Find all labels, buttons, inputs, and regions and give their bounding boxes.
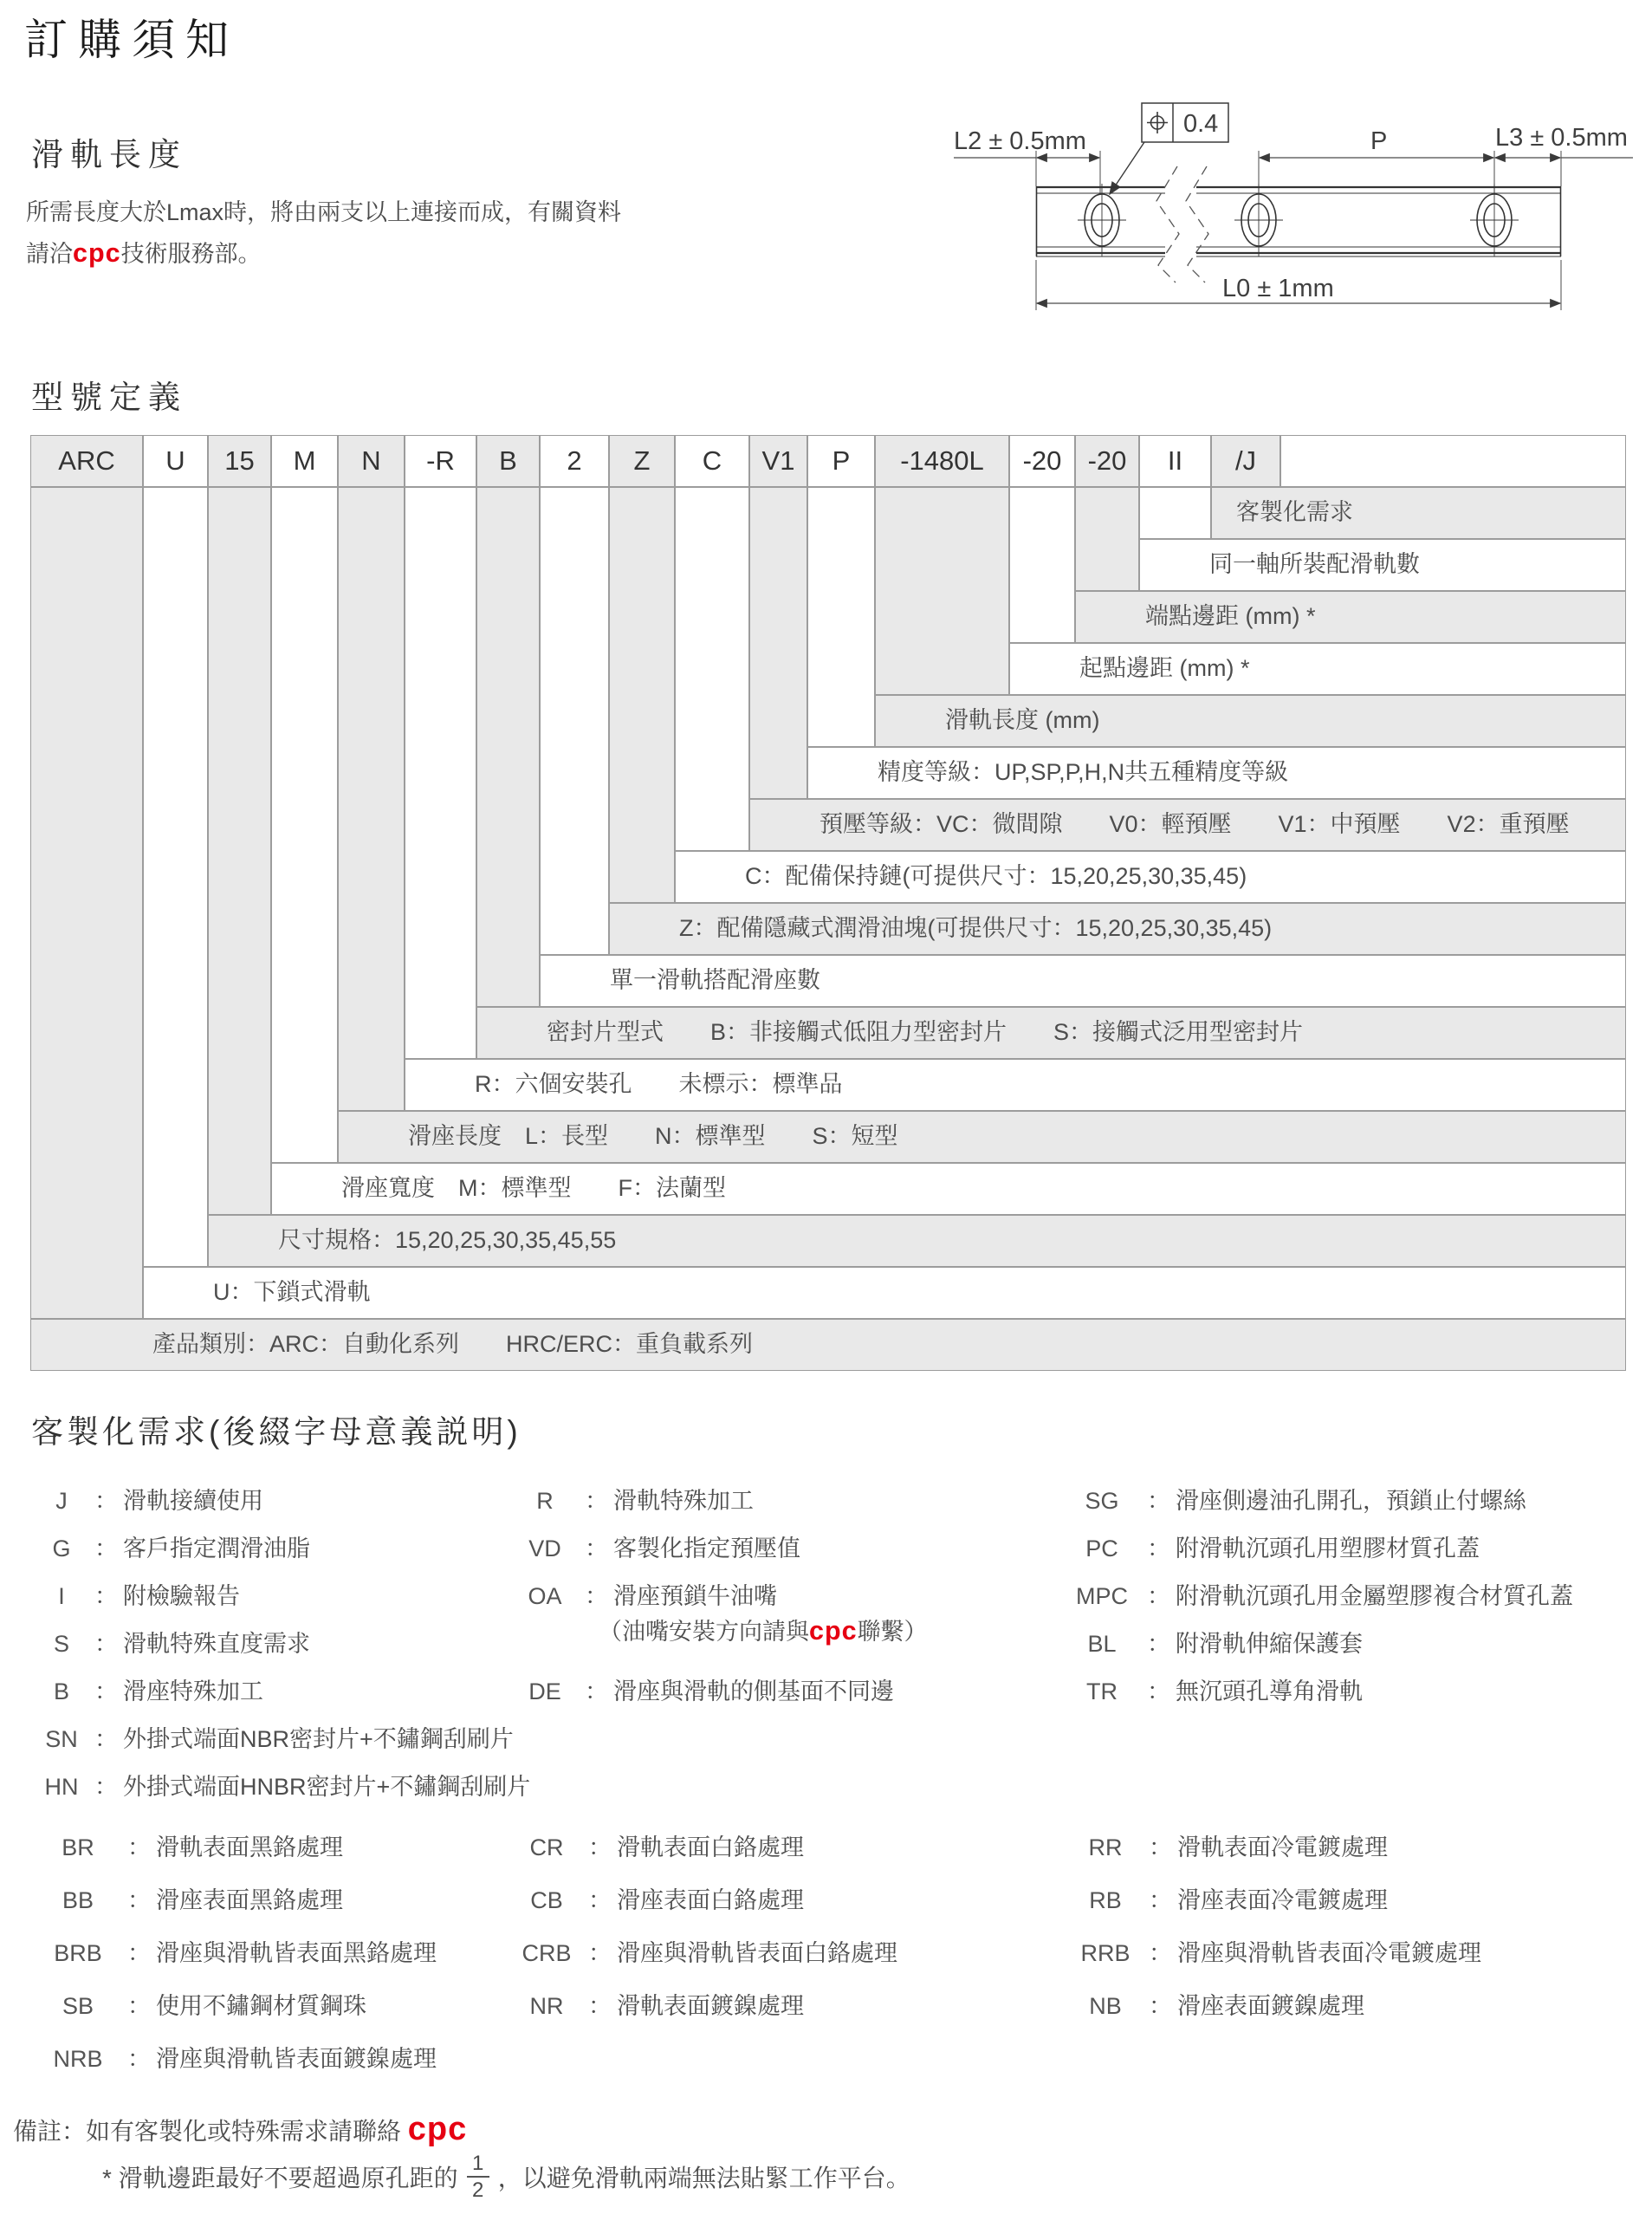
model-code-band: 滑座寬度 M：標準型 F：法蘭型 [271, 1163, 1626, 1215]
suffix-desc-line2 [599, 1613, 928, 1649]
suffix-desc: 滑軌表面鍍鎳處理 [617, 1993, 804, 2019]
suffix-code: RB [1089, 1887, 1122, 1913]
suffix-item [30, 1936, 437, 1971]
suffix-colon: ： [1147, 1631, 1170, 1657]
model-column-strip [30, 487, 143, 1319]
suffix-code: OA [528, 1583, 562, 1609]
suffix-code: BR [62, 1834, 94, 1860]
model-code-cell: V1 [749, 435, 807, 487]
model-code-cell: 2 [540, 435, 609, 487]
suffix-item [1059, 1531, 1480, 1566]
suffix-colon: ： [94, 1488, 118, 1514]
brand-cpc: cpc [73, 238, 121, 268]
footnote-suffix: ，以避免滑軌兩端無法貼緊工作平台。 [497, 2165, 910, 2192]
suffix-colon: ： [1149, 1887, 1172, 1913]
model-code-cell: C [675, 435, 749, 487]
model-column-strip [1009, 487, 1075, 643]
suffix-code: CRB [522, 1940, 572, 1966]
suffix-desc: 滑軌特殊加工 [613, 1488, 754, 1514]
fraction-denominator: 2 [472, 2178, 484, 2203]
suffix-list-part2 [0, 1830, 1652, 2111]
model-code-cell: N [338, 435, 405, 487]
dim-label-p: P [1370, 127, 1388, 155]
suffix-code: TR [1086, 1678, 1118, 1704]
model-column-strip [609, 487, 675, 903]
suffix-item [30, 1989, 366, 2023]
suffix-code: R [536, 1488, 554, 1514]
suffix-colon: ： [94, 1726, 118, 1752]
suffix-item [30, 1883, 343, 1918]
brand-cpc: cpc [809, 1616, 858, 1646]
fraction-bar [467, 2176, 489, 2178]
suffix-code: BL [1087, 1631, 1117, 1657]
suffix-desc: 無沉頭孔導角滑軌 [1176, 1678, 1363, 1704]
suffix-colon: ： [1147, 1583, 1170, 1609]
suffix-colon: ： [127, 1834, 151, 1860]
model-code-cell: M [271, 435, 338, 487]
section-heading-rail-length: 滑軌長度 [31, 137, 187, 172]
section-heading-suffix: 客製化需求(後綴字母意義説明) [31, 1414, 522, 1450]
suffix-item [1059, 1674, 1363, 1709]
suffix-colon: ： [1147, 1536, 1170, 1561]
suffix-desc: 滑座與滑軌皆表面白鉻處理 [617, 1940, 897, 1966]
suffix-code: S [53, 1631, 69, 1657]
model-code-band: U：下鎖式滑軌 [143, 1267, 1626, 1319]
dim-label-l2: L2 ± 0.5mm [954, 127, 1086, 155]
model-code-cell: II [1139, 435, 1211, 487]
suffix-desc-line2-prefix: （油嘴安裝方向請與 [599, 1619, 809, 1645]
model-column-strip [540, 487, 609, 955]
tolerance-value: 0.4 [1183, 110, 1219, 138]
model-column-strip [143, 487, 208, 1267]
model-code-band: 尺寸規格：15,20,25,30,35,45,55 [208, 1215, 1626, 1267]
suffix-colon: ： [585, 1536, 608, 1561]
suffix-code: RR [1088, 1834, 1123, 1860]
suffix-item [30, 2042, 437, 2076]
suffix-desc: 使用不鏽鋼材質鋼珠 [156, 1993, 366, 2019]
model-code-cell: -20 [1075, 435, 1139, 487]
page-title: 訂購須知 [24, 16, 239, 64]
fraction-numerator: 1 [472, 2152, 484, 2175]
rail-length-line2 [26, 233, 621, 275]
suffix-item [507, 1579, 928, 1649]
suffix-desc: 滑座側邊油孔開孔，預鎖止付螺絲 [1176, 1488, 1526, 1514]
model-column-strip [476, 487, 540, 1007]
remark-text: 備註：如有客製化或特殊需求請聯絡 [13, 2118, 402, 2145]
model-column-strip [271, 487, 338, 1163]
model-code-cell: ARC [30, 435, 143, 487]
break-lines [1156, 166, 1208, 282]
suffix-colon: ： [588, 1940, 612, 1966]
suffix-colon: ： [94, 1774, 118, 1800]
model-code-cell: P [807, 435, 875, 487]
suffix-desc: 滑軌表面冷電鍍處理 [1177, 1834, 1388, 1860]
model-code-cell: -20 [1009, 435, 1075, 487]
model-code-cell: U [143, 435, 208, 487]
suffix-desc: 滑座與滑軌的側基面不同邊 [613, 1678, 894, 1704]
model-code-band: Z：配備隱藏式潤滑油塊(可提供尺寸：15,20,25,30,35,45) [609, 903, 1626, 955]
suffix-code: BB [62, 1887, 94, 1913]
remark-line [13, 2111, 467, 2148]
model-column-strip [875, 487, 1009, 695]
suffix-colon: ： [127, 1993, 151, 2019]
dim-label-l3: L3 ± 0.5mm [1495, 124, 1628, 152]
suffix-desc: 外掛式端面HNBR密封片+不鏽鋼刮刷片 [123, 1774, 531, 1800]
suffix-code: SN [45, 1726, 78, 1752]
suffix-code: VD [528, 1536, 561, 1561]
suffix-code: G [52, 1536, 71, 1561]
rail-length-paragraph [26, 192, 621, 275]
suffix-colon: ： [585, 1678, 608, 1704]
suffix-item [507, 1989, 804, 2023]
model-code-band: 單一滑軌搭配滑座數 [540, 955, 1626, 1007]
mounting-holes [1078, 184, 1519, 256]
rail-length-line2-suffix: 技術服務部。 [120, 241, 262, 267]
model-code-band: 預壓等級：VC：微間隙 V0：輕預壓 V1：中預壓 V2：重預壓 [749, 799, 1626, 851]
suffix-code: CB [530, 1887, 563, 1913]
model-code-band: 滑軌長度 (mm) [875, 695, 1626, 747]
suffix-desc: 滑座表面黑鉻處理 [156, 1887, 343, 1913]
suffix-code: B [53, 1678, 69, 1704]
model-code-band: 滑座長度 L：長型 N：標準型 S：短型 [338, 1111, 1626, 1163]
model-column-strip [405, 487, 476, 1059]
suffix-item [30, 1579, 240, 1613]
suffix-item [507, 1883, 804, 1918]
dim-label-l0: L0 ± 1mm [1222, 275, 1334, 302]
suffix-item [30, 1484, 263, 1518]
fraction-one-half [467, 2152, 489, 2201]
suffix-colon: ： [1149, 1993, 1172, 2019]
suffix-item [507, 1531, 800, 1566]
model-column-strip [1075, 487, 1139, 591]
suffix-code: NRB [53, 2046, 103, 2072]
model-column-strip [208, 487, 271, 1215]
model-code-cell: 15 [208, 435, 271, 487]
suffix-colon: ： [1147, 1678, 1170, 1704]
suffix-code: MPC [1076, 1583, 1128, 1609]
brand-cpc: cpc [407, 2111, 468, 2147]
model-code-cell: B [476, 435, 540, 487]
suffix-item [1064, 1830, 1388, 1865]
model-column-strip [1139, 487, 1211, 539]
suffix-item [507, 1484, 754, 1518]
suffix-colon: ： [588, 1993, 612, 2019]
suffix-desc: 滑軌特殊直度需求 [123, 1631, 310, 1657]
model-code-band: 密封片型式 B：非接觸式低阻力型密封片 S：接觸式泛用型密封片 [476, 1007, 1626, 1059]
suffix-desc: 滑座與滑軌皆表面鍍鎳處理 [156, 2046, 437, 2072]
suffix-colon: ： [585, 1583, 608, 1609]
suffix-item [1059, 1579, 1573, 1613]
suffix-code: PC [1085, 1536, 1118, 1561]
suffix-desc: 滑座表面白鉻處理 [617, 1887, 804, 1913]
suffix-code: HN [44, 1774, 79, 1800]
suffix-code: NR [529, 1993, 564, 2019]
suffix-colon: ： [127, 1940, 151, 1966]
suffix-item [30, 1674, 263, 1709]
model-code-cell: Z [609, 435, 675, 487]
model-code-band: R：六個安裝孔 未標示：標準品 [405, 1059, 1626, 1111]
model-header-filler [1280, 435, 1626, 487]
suffix-desc: 附滑軌沉頭孔用塑膠材質孔蓋 [1176, 1536, 1480, 1561]
suffix-desc: 滑座預鎖牛油嘴 [613, 1583, 777, 1609]
suffix-code: J [55, 1488, 68, 1514]
suffix-colon: ： [94, 1631, 118, 1657]
suffix-code: NB [1089, 1993, 1122, 2019]
suffix-colon: ： [94, 1583, 118, 1609]
model-code-band: 客製化需求 [1211, 487, 1626, 539]
suffix-item [507, 1936, 897, 1971]
suffix-code: RRB [1080, 1940, 1130, 1966]
model-code-band: 同一軸所裝配滑軌數 [1139, 539, 1626, 591]
model-code-band: 起點邊距 (mm) * [1009, 643, 1626, 695]
suffix-colon: ： [1149, 1940, 1172, 1966]
suffix-item [1059, 1484, 1526, 1518]
suffix-desc: 滑座表面冷電鍍處理 [1177, 1887, 1388, 1913]
model-code-cell: -R [405, 435, 476, 487]
suffix-desc-line2-suffix: 聯繫） [857, 1619, 928, 1645]
model-code-cell: -1480L [875, 435, 1009, 487]
suffix-item [1064, 1936, 1481, 1971]
suffix-item [507, 1674, 894, 1709]
footnote-prefix: * 滑軌邊距最好不要超過原孔距的 [102, 2165, 458, 2192]
model-column-strip [675, 487, 749, 851]
model-code-table [30, 435, 1626, 1371]
suffix-code: SB [62, 1993, 94, 2019]
suffix-item [30, 1722, 514, 1756]
suffix-desc: 滑軌接續使用 [123, 1488, 263, 1514]
suffix-item [30, 1769, 530, 1804]
suffix-colon: ： [1147, 1488, 1170, 1514]
suffix-desc: 附滑軌沉頭孔用金屬塑膠複合材質孔蓋 [1176, 1583, 1573, 1609]
suffix-desc: 客製化指定預壓值 [613, 1536, 800, 1561]
suffix-colon: ： [588, 1887, 612, 1913]
suffix-item [507, 1830, 804, 1865]
suffix-colon: ： [1149, 1834, 1172, 1860]
suffix-desc: 外掛式端面NBR密封片+不鏽鋼刮刷片 [123, 1726, 514, 1752]
suffix-colon: ： [585, 1488, 608, 1514]
suffix-desc: 滑座與滑軌皆表面冷電鍍處理 [1177, 1940, 1481, 1966]
suffix-desc: 附滑軌伸縮保護套 [1176, 1631, 1363, 1657]
suffix-desc: 附檢驗報告 [123, 1583, 240, 1609]
suffix-item [1064, 1883, 1388, 1918]
model-code-cell: /J [1211, 435, 1280, 487]
model-column-strip [807, 487, 875, 747]
suffix-code: CR [529, 1834, 564, 1860]
suffix-desc: 滑座特殊加工 [123, 1678, 263, 1704]
suffix-item [1064, 1989, 1364, 2023]
rail-length-line1: 所需長度大於Lmax時，將由兩支以上連接而成，有關資料 [26, 199, 622, 225]
model-column-strip [338, 487, 405, 1111]
suffix-list-part1 [0, 1484, 1652, 1830]
suffix-item [30, 1531, 310, 1566]
suffix-desc: 滑軌表面白鉻處理 [617, 1834, 804, 1860]
suffix-code: BRB [54, 1940, 102, 1966]
model-column-strip [749, 487, 807, 799]
suffix-desc: 滑軌表面黑鉻處理 [156, 1834, 343, 1860]
suffix-item [30, 1830, 343, 1865]
section-heading-model-definition: 型號定義 [31, 380, 187, 415]
model-code-band: 精度等級：UP,SP,P,H,N共五種精度等級 [807, 747, 1626, 799]
suffix-colon: ： [94, 1536, 118, 1561]
model-code-band: 產品類別：ARC：自動化系列 HRC/ERC：重負載系列 [30, 1319, 1626, 1371]
suffix-desc: 滑座表面鍍鎳處理 [1177, 1993, 1364, 2019]
rail-drawing [1036, 186, 1561, 256]
suffix-code: DE [528, 1678, 561, 1704]
suffix-desc: 滑座與滑軌皆表面黑鉻處理 [156, 1940, 437, 1966]
suffix-desc: 客戶指定潤滑油脂 [123, 1536, 310, 1561]
suffix-colon: ： [94, 1678, 118, 1704]
model-code-band: C：配備保持鏈(可提供尺寸：15,20,25,30,35,45) [675, 851, 1626, 903]
rail-diagram [947, 69, 1645, 329]
rail-length-line2-prefix: 請洽 [26, 241, 73, 267]
suffix-colon: ： [127, 2046, 151, 2072]
suffix-item [30, 1626, 310, 1661]
suffix-code: I [58, 1583, 65, 1609]
suffix-code: SG [1085, 1488, 1119, 1514]
suffix-colon: ： [588, 1834, 612, 1860]
suffix-colon: ： [127, 1887, 151, 1913]
model-code-band: 端點邊距 (mm) * [1075, 591, 1626, 643]
footnote-line [102, 2152, 910, 2201]
suffix-item [1059, 1626, 1363, 1661]
